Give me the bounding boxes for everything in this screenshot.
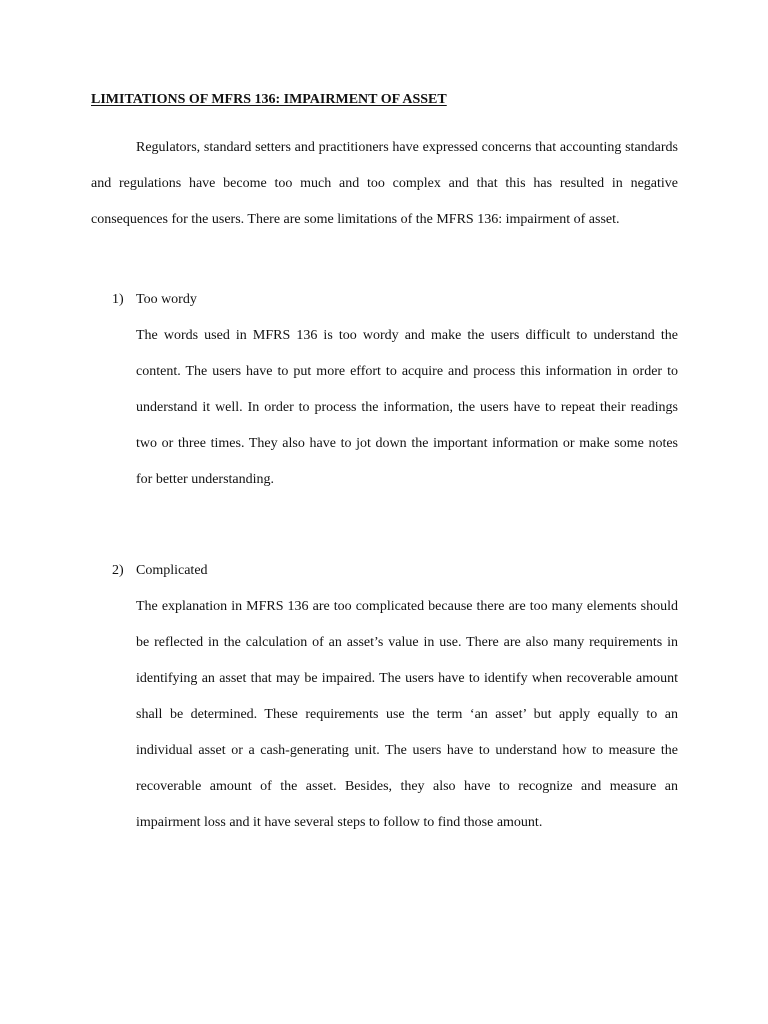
document-title: LIMITATIONS OF MFRS 136: IMPAIRMENT OF ASSET (91, 92, 447, 107)
list-item-heading (112, 561, 208, 581)
list-item-body: The words used in MFRS 136 is too wordy and make the users difficult to understand the content. The users have to put more effort to acquire and process this information in order to understand it well. In order to process the information, the users have to repeat their readings two or three times. They also have to jot down the important information or make some notes for better understanding. (136, 328, 678, 487)
list-item-number: 1) (112, 292, 124, 307)
list-item-heading (112, 290, 197, 310)
list-item-body: The explanation in MFRS 136 are too complicated because there are too many elements should be reflected in the calculation of an asset’s value in use. There are also many requirements in identifying an asset that may be impaired. The users have to identify when recoverable amount shall be determined. These requirements use the term ‘an asset’ but apply equally to an individual asset or a cash-generating unit. The users have to understand how to measure the recoverable amount of the asset. Besides, they also have to recognize and measure an impairment loss and it have several steps to follow to find those amount. (136, 599, 678, 830)
list-item-number: 2) (112, 563, 124, 578)
list-item-title: Complicated (136, 563, 208, 578)
list-item-title: Too wordy (136, 292, 197, 307)
intro-paragraph: Regulators, standard setters and practitioners have expressed concerns that accounting standards and regulations have become too much and too complex and that this has resulted in negative consequences for the users. There are some limitations of the MFRS 136: impairment of asset. (91, 140, 678, 227)
